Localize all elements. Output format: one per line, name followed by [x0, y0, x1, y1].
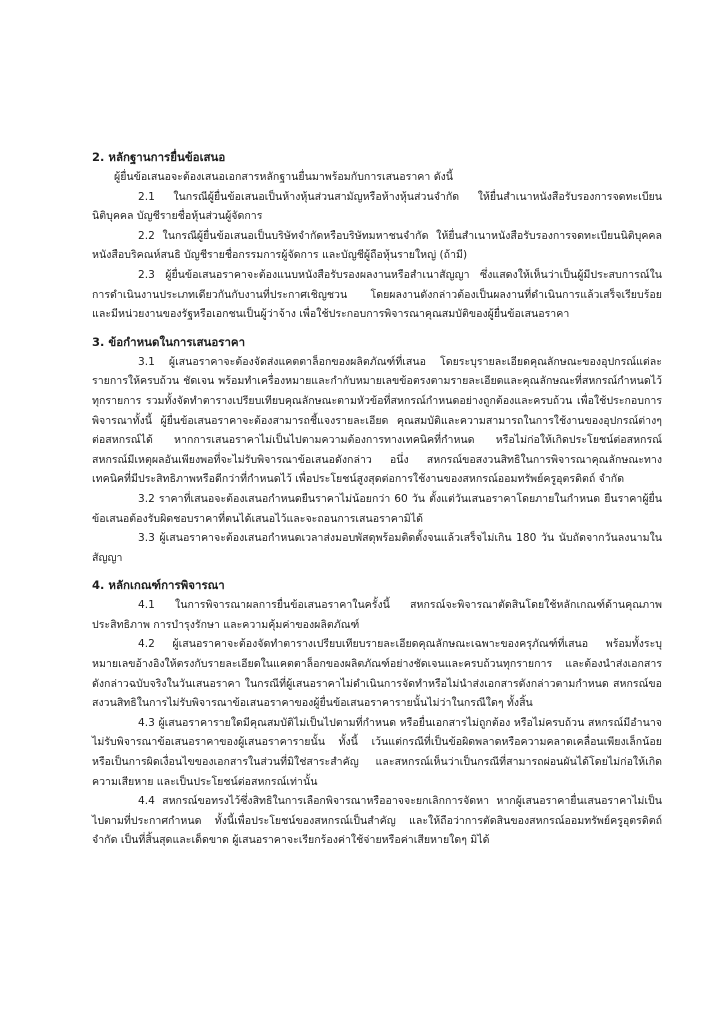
paragraph: 3.1 ผู้เสนอราคาจะต้องจัดส่งแคตตาล็อกของผลิตภัณฑ์ที่เสนอ โดยระบุรายละเอียดคุณลักษณะของอุปกรณ์แต่ละรายการให้ครบถ้วน ชัดเจน พร้อมทำเครื่องหมายและกำกับหมายเลขข้อตรงตามรายละเอียดและคุณลักษณะที่สหกรณ์กำหนดไว้ทุกรายการ รวมทั้งจัดทำตารางเปรียบเทียบคุณลักษณะตามหัวข้อที่สหกรณ์กำหนดอย่างถูกต้องและครบถ้วน เพื่อใช้ประกอบการพิจารณาทั้งนี้ ผู้ยื่นข้อเสนอราคาจะต้องสามารถชี้แจงรายละเอียด คุณสมบัติและความสามารถในการใช้งานของอุปกรณ์ต่างๆ ต่อสหกรณ์ได้ หากการเสนอราคาไม่เป็นไปตามความต้องการทางเทคนิคที่กำหนด หรือไม่ก่อให้เกิดประโยชน์ต่อสหกรณ์ สหกรณ์มีเหตุผลอันเพียงพอที่จะไม่รับพิจารณาข้อเสนอดังกล่าว อนึ่ง สหกรณ์ขอสงวนสิทธิในการพิจารณาคุณลักษณะทางเทคนิคที่มีประสิทธิภาพหรือดีกว่าที่กำหนดไว้ เพื่อประโยชน์สูงสุดต่อการใช้งานของสหกรณ์ออมทรัพย์ครูอุตรดิตถ์ จำกัด	[92, 355, 662, 486]
section-heading: 2. หลักฐานการยื่นข้อเสนอ	[92, 150, 226, 164]
section-heading: 3. ข้อกำหนดในการเสนอราคา	[92, 334, 246, 349]
section-bid-requirements	[92, 331, 662, 569]
section-intro: ผู้ยื่นข้อเสนอจะต้องเสนอเอกสารหลักฐานยื่นมาพร้อมกับการเสนอราคา ดังนี้	[114, 171, 453, 183]
section-evaluation-criteria	[92, 574, 662, 851]
paragraph: 4.3 ผู้เสนอราคารายใดมีคุณสมบัติไม่เป็นไปตามที่กำหนด หรือยื่นเอกสารไม่ถูกต้อง หรือไม่ครบถ้วน สหกรณ์มีอำนาจไม่รับพิจารณาข้อเสนอราคาของผู้เสนอราคารายนั้น ทั้งนี้ เว้นแต่กรณีที่เป็นข้อผิดพลาดหรือความคลาดเคลื่อนเพียงเล็กน้อย หรือเป็นการผิดเงื่อนไขของเอกสารในส่วนที่มิใช่สาระสำคัญ และสหกรณ์เห็นว่าเป็นกรณีที่สามารถผ่อนผันได้โดยไม่ก่อให้เกิดความเสียหาย และเป็นประโยชน์ต่อสหกรณ์เท่านั้น	[92, 716, 662, 788]
paragraph: 3.3 ผู้เสนอราคาจะต้องเสนอกำหนดเวลาส่งมอบพัสดุพร้อมติดตั้งจนแล้วเสร็จไม่เกิน 180 วัน นับถัดจากวันลงนามในสัญญา	[92, 532, 662, 564]
section-heading: 4. หลักเกณฑ์การพิจารณา	[92, 578, 225, 593]
paragraph: 4.4 สหกรณ์ขอทรงไว้ซึ่งสิทธิในการเลือกพิจารณาหรืออาจจะยกเลิกการจัดหา หากผู้เสนอราคายื่นเสนอราคาไม่เป็นไปตามที่ประกาศกำหนด ทั้งนี้เพื่อประโยชน์ของสหกรณ์เป็นสำคัญ และให้ถือว่าการตัดสินของสหกรณ์ออมทรัพย์ครูอุตรดิตถ์ จำกัด เป็นที่สิ้นสุดและเด็ดขาด ผู้เสนอราคาจะเรียกร้องค่าใช้จ่ายหรือค่าเสียหายใดๆ มิได้	[92, 795, 662, 847]
paragraph: 4.1 ในการพิจารณาผลการยื่นข้อเสนอราคาในครั้งนี้ สหกรณ์จะพิจารณาตัดสินโดยใช้หลักเกณฑ์ด้านคุณภาพ ประสิทธิภาพ การบำรุงรักษา และความคุ้มค่าของผลิตภัณฑ์	[92, 599, 662, 631]
paragraph: 3.2 ราคาที่เสนอจะต้องเสนอกำหนดยืนราคาไม่น้อยกว่า 60 วัน ตั้งแต่วันเสนอราคาโดยภายในกำหนด ยืนราคาผู้ยื่นข้อเสนอต้องรับผิดชอบราคาที่ตนได้เสนอไว้และจะถอนการเสนอราคามิได้	[92, 492, 662, 525]
paragraph: 2.3 ผู้ยื่นข้อเสนอราคาจะต้องแนบหนังสือรับรองผลงานหรือสำเนาสัญญา ซึ่งแสดงให้เห็นว่าเป็นผู้มีประสบการณ์ในการดำเนินงานประเภทเดียวกันกับงานที่ประกาศเชิญชวน โดยผลงานดังกล่าวต้องเป็นผลงานที่ดำเนินการแล้วเสร็จเรียบร้อย และมีหน่วยงานของรัฐหรือเอกชนเป็นผู้ว่าจ้าง เพื่อใช้ประกอบการพิจารณาคุณสมบัติของผู้ยื่นข้อเสนอราคา	[92, 268, 662, 321]
paragraph: 4.2 ผู้เสนอราคาจะต้องจัดทำตารางเปรียบเทียบรายละเอียดคุณลักษณะเฉพาะของครุภัณฑ์ที่เสนอ พร้อมทั้งระบุหมายเลขอ้างอิงให้ตรงกับรายละเอียดในแคตตาล็อกของผลิตภัณฑ์อย่างชัดเจนและครบถ้วนทุกรายการ และต้องนำส่งเอกสารดังกล่าวฉบับจริงในวันเสนอราคา ในกรณีที่ผู้เสนอราคาไม่ดำเนินการจัดทำหรือไม่นำส่งเอกสารดังกล่าวตามกำหนด สหกรณ์ขอสงวนสิทธิในการไม่รับพิจารณาข้อเสนอราคาของผู้ยื่นข้อเสนอราคารายนั้นไม่ว่าในกรณีใดๆ ทั้งสิ้น	[92, 638, 662, 710]
paragraph: 2.1 ในกรณีผู้ยื่นข้อเสนอเป็นห้างหุ้นส่วนสามัญหรือห้างหุ้นส่วนจำกัด ให้ยื่นสำเนาหนังสือรับรองการจดทะเบียนนิติบุคคล บัญชีรายชื่อหุ้นส่วนผู้จัดการ	[92, 190, 662, 223]
section-evidence	[92, 146, 662, 325]
paragraph: 2.2 ในกรณีผู้ยื่นข้อเสนอเป็นบริษัทจำกัดหรือบริษัทมหาชนจำกัด ให้ยื่นสำเนาหนังสือรับรองการจดทะเบียนนิติบุคคล หนังสือบริคณห์สนธิ บัญชีรายชื่อกรรมการผู้จัดการ และบัญชีผู้ถือหุ้นรายใหญ่ (ถ้ามี)	[92, 229, 662, 262]
